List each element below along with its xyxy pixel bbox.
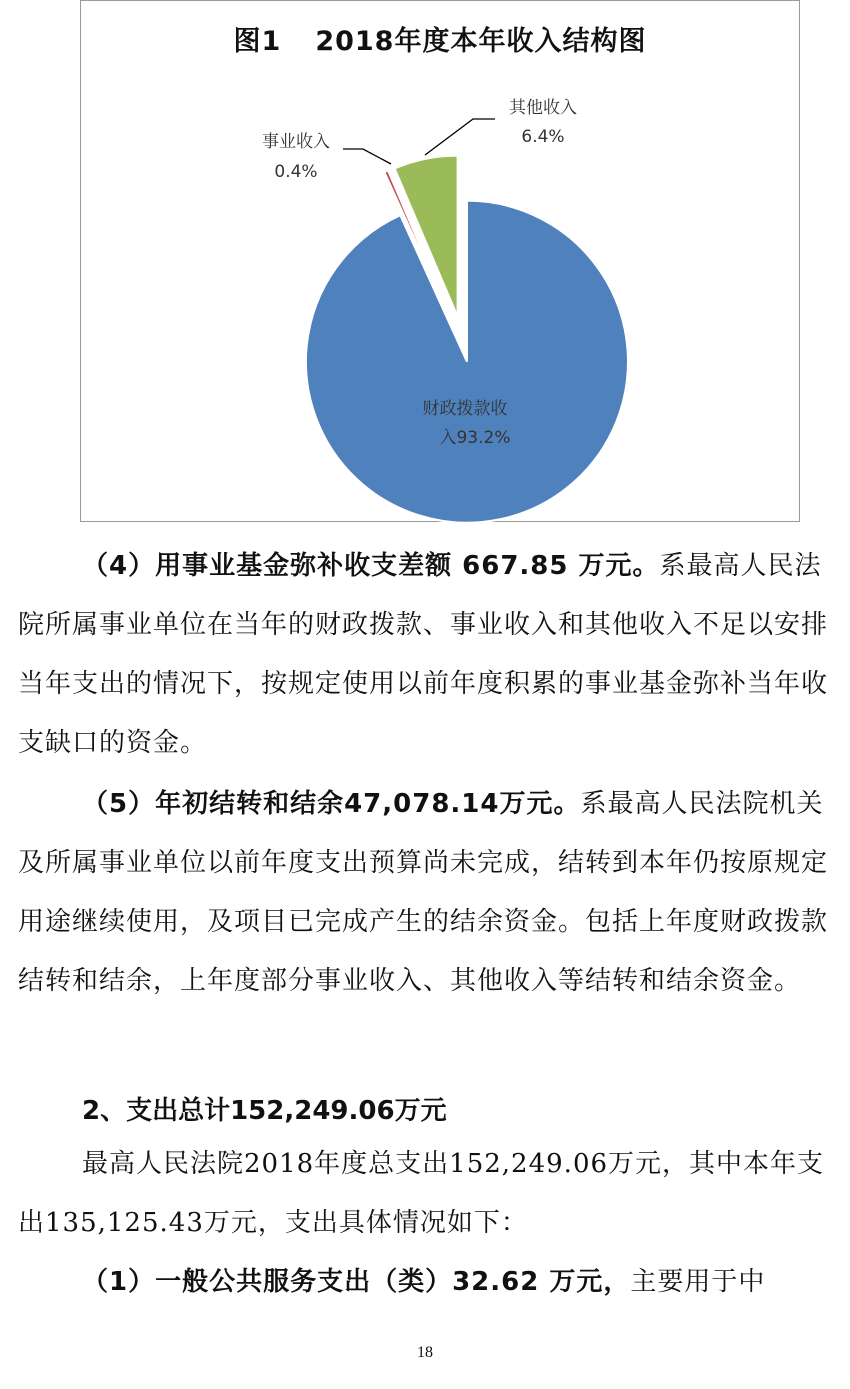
section-2-text bbox=[18, 1135, 833, 1253]
slice-label-business-line1: 事业收入 bbox=[262, 132, 330, 152]
page-number: 18 bbox=[417, 1344, 433, 1361]
paragraph-4-body: 系最高人民法院所属事业单位在当年的财政拨款、事业收入和其他收入不足以安排当年支出的情况下，按规定使用以前年度积累的事业基金弥补当年收支缺口的资金。 bbox=[18, 551, 829, 758]
paragraph-4-lead: （4）用事业基金弥补收支差额 667.85 万元。 bbox=[82, 551, 660, 581]
slice-label-business-line2: 0.4% bbox=[274, 162, 318, 182]
pie-slice-fiscal bbox=[306, 201, 628, 523]
section-2-body: 最高人民法院2018年度总支出152,249.06万元，其中本年支出135,125.43万元，支出具体情况如下： bbox=[18, 1149, 825, 1238]
section-2-heading: 2、支出总计152,249.06万元 bbox=[82, 1096, 447, 1126]
chart-title-prefix: 图1 bbox=[233, 26, 282, 57]
paragraph-4 bbox=[18, 537, 833, 773]
slice-label-other-line2: 6.4% bbox=[521, 127, 565, 147]
slice-label-fiscal-line1: 财政拨款收 bbox=[422, 399, 508, 419]
chart-title-text: 2018年度本年收入结构图 bbox=[315, 26, 647, 57]
paragraph-1-body: 主要用于中 bbox=[630, 1267, 766, 1297]
paragraph-1-lead: （1）一般公共服务支出（类）32.62 万元， bbox=[82, 1267, 631, 1297]
leader-line-business bbox=[343, 149, 391, 164]
paragraph-5-body: 系最高人民法院机关及所属事业单位以前年度支出预算尚未完成，结转到本年仍按原规定用途继续使用，及项目已完成产生的结余资金。包括上年度财政拨款结转和结余，上年度部分事业收入、其他收入等结转和结余资金。 bbox=[18, 789, 829, 996]
paragraph-5-lead: （5）年初结转和结余47,078.14万元。 bbox=[82, 789, 581, 819]
slice-label-other-line1: 其他收入 bbox=[509, 98, 577, 118]
pie-chart bbox=[81, 1, 801, 523]
paragraph-1 bbox=[18, 1253, 833, 1312]
leader-line-other bbox=[425, 119, 495, 155]
paragraph-5 bbox=[18, 775, 833, 1011]
slice-label-fiscal-line2: 入93.2% bbox=[439, 428, 511, 448]
pie-chart-frame bbox=[80, 0, 800, 522]
